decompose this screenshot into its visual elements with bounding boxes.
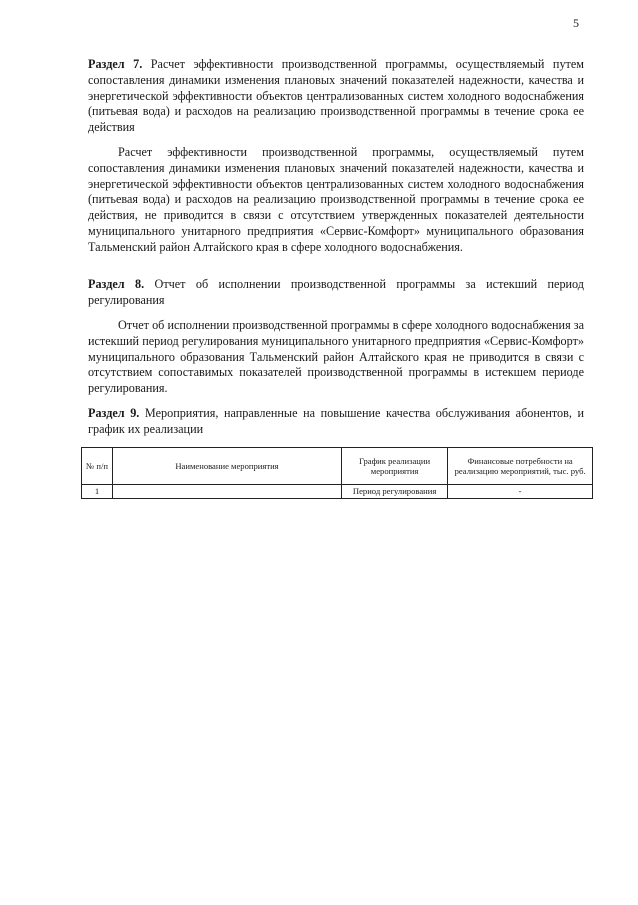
header-finance: Финансовые потребности на реализацию мероприятий, тыс. руб.	[448, 448, 593, 485]
section7-heading	[88, 57, 584, 136]
section8-label: Раздел 8.	[88, 277, 145, 291]
section7-body: Расчет эффективности производственной программы, осуществляемый путем сопоставления динамики изменения плановых значений показателей надежности, качества и энергетической эффективности объектов централизованных систем холодного водоснабжения (питьевая вода) и расходов на реализацию производственной программы в течение срока ее действия, не приводится в связи с отсутствием утвержденных показателей деятельности муниципального унитарного предприятия «Сервис-Комфорт» муниципального образования Тальменский район Алтайского края в сфере холодного водоснабжения.	[88, 145, 584, 254]
page-number: 5	[573, 16, 579, 30]
section9-label: Раздел 9.	[88, 406, 140, 420]
section8-body: Отчет об исполнении производственной программы в сфере холодного водоснабжения за истекший период регулирования муниципального унитарного предприятия «Сервис-Комфорт» муниципального образования Тальменский район Алтайского края не приводится в связи с отсутствием сопоставимых показателей производственной программы в истекшем периоде регулирования.	[88, 318, 584, 396]
section9-heading	[88, 406, 584, 438]
section7-title: Расчет эффективности производственной программы, осуществляемый путем сопоставления динамики изменения плановых значений показателей надежности, качества и энергетической эффективности объектов централизованных систем холодного водоснабжения (питьевая вода) и расходов на реализацию производственной программы в течение срока ее действия	[88, 57, 584, 135]
header-name: Наименование мероприятия	[113, 448, 342, 485]
cell-finance: -	[448, 485, 593, 499]
cell-num: 1	[82, 485, 113, 499]
section8-heading	[88, 277, 584, 309]
header-schedule: График реализации мероприятия	[341, 448, 447, 485]
section7-label: Раздел 7.	[88, 57, 143, 71]
section8-title: Отчет об исполнении производственной программы за истекший период регулирования	[88, 277, 585, 307]
table-row	[82, 485, 593, 499]
cell-schedule: Период регулирования	[341, 485, 447, 499]
section9-title: Мероприятия, направленные на повышение качества обслуживания абонентов, и график их реализации	[88, 406, 584, 436]
table-header-row	[82, 448, 593, 485]
cell-name	[113, 485, 342, 499]
header-num: № п/п	[82, 448, 113, 485]
activities-table	[81, 447, 593, 499]
